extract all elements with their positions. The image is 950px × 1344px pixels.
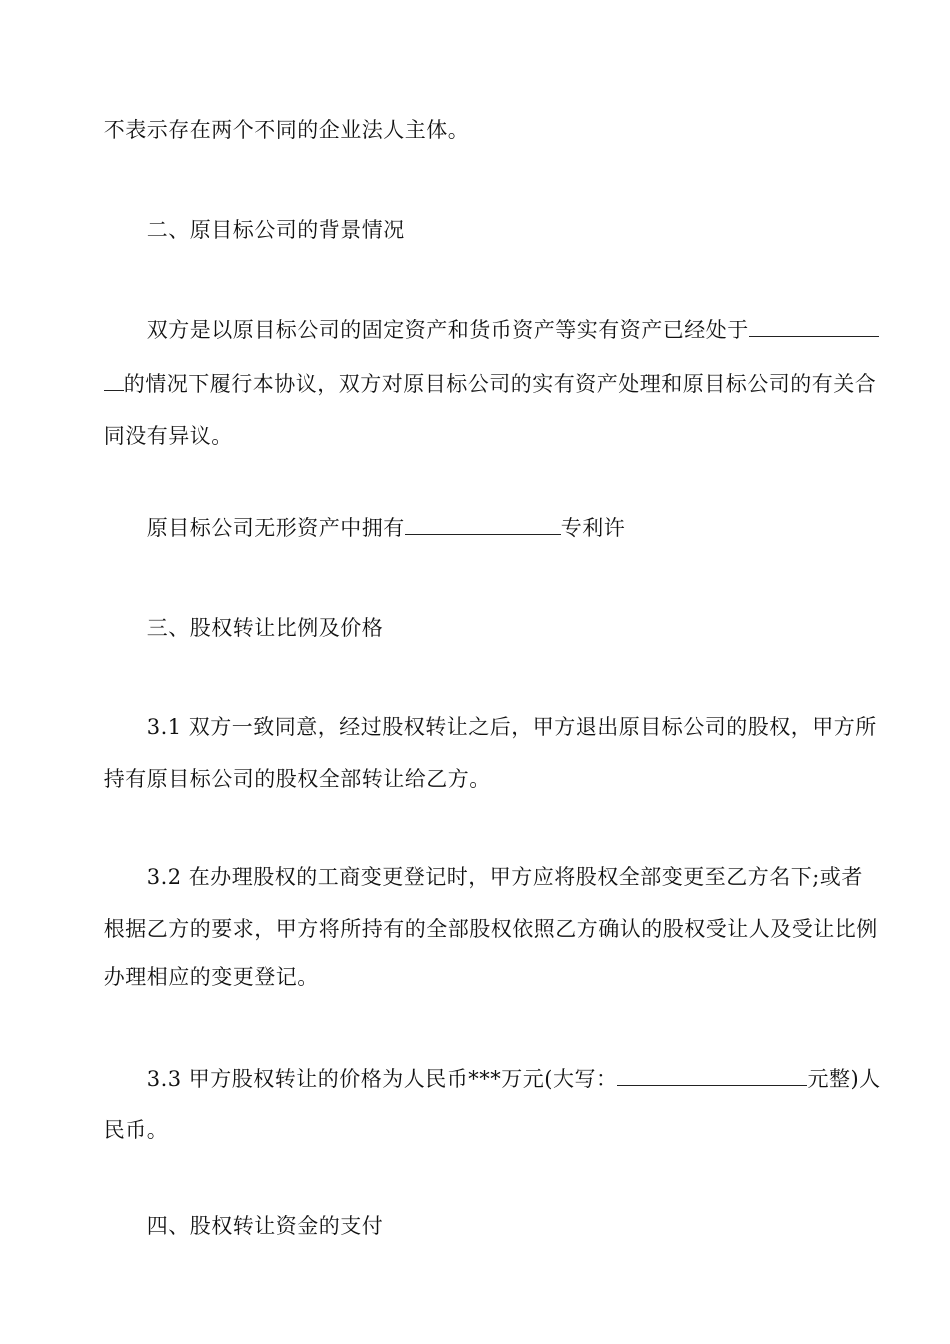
fill-in-blank (104, 370, 124, 391)
section-heading (118, 188, 405, 272)
fill-in-blank (749, 316, 879, 337)
text-segment: 同没有异议。 (103, 424, 233, 448)
paragraph-line (75, 1088, 168, 1172)
paragraph-line (75, 935, 319, 1019)
paragraph-line (118, 486, 625, 570)
paragraph-line (118, 1037, 881, 1121)
text-segment: 民币。 (103, 1118, 169, 1142)
text-segment: 3.1 双方一致同意，经过股权转让之后，甲方退出原目标公司的股权，甲方所 (146, 715, 877, 739)
text-segment: 办理相应的变更登记。 (103, 965, 319, 989)
fill-in-blank (617, 1065, 807, 1086)
text-segment: 原目标公司无形资产中拥有 (146, 516, 405, 540)
paragraph-line (75, 88, 469, 172)
paragraph-line (75, 394, 233, 478)
text-segment: 双方是以原目标公司的固定资产和货币资产等实有资产已经处于 (146, 318, 749, 342)
text-segment: 三、股权转让比例及价格 (146, 616, 384, 640)
section-heading (118, 1184, 383, 1268)
text-segment: 根据乙方的要求，甲方将所持有的全部股权依照乙方确认的股权受让人及受让比例 (103, 917, 878, 941)
text-segment: 不表示存在两个不同的企业法人主体。 (103, 118, 470, 142)
text-segment: 元整)人 (807, 1067, 881, 1091)
text-segment: 专利许 (560, 516, 626, 540)
text-segment: 持有原目标公司的股权全部转让给乙方。 (103, 767, 491, 791)
section-heading (118, 586, 383, 670)
text-segment: 3.3 甲方股权转让的价格为人民币***万元(大写： (146, 1067, 618, 1091)
text-segment: 四、股权转让资金的支付 (146, 1214, 384, 1238)
text-segment: 的情况下履行本协议，双方对原目标公司的实有资产处理和原目标公司的有关合 (123, 372, 877, 396)
paragraph-line (75, 737, 491, 821)
text-segment: 3.2 在办理股权的工商变更登记时，甲方应将股权全部变更至乙方名下;或者 (146, 865, 863, 889)
fill-in-blank (405, 514, 561, 535)
text-segment: 二、原目标公司的背景情况 (146, 218, 405, 242)
